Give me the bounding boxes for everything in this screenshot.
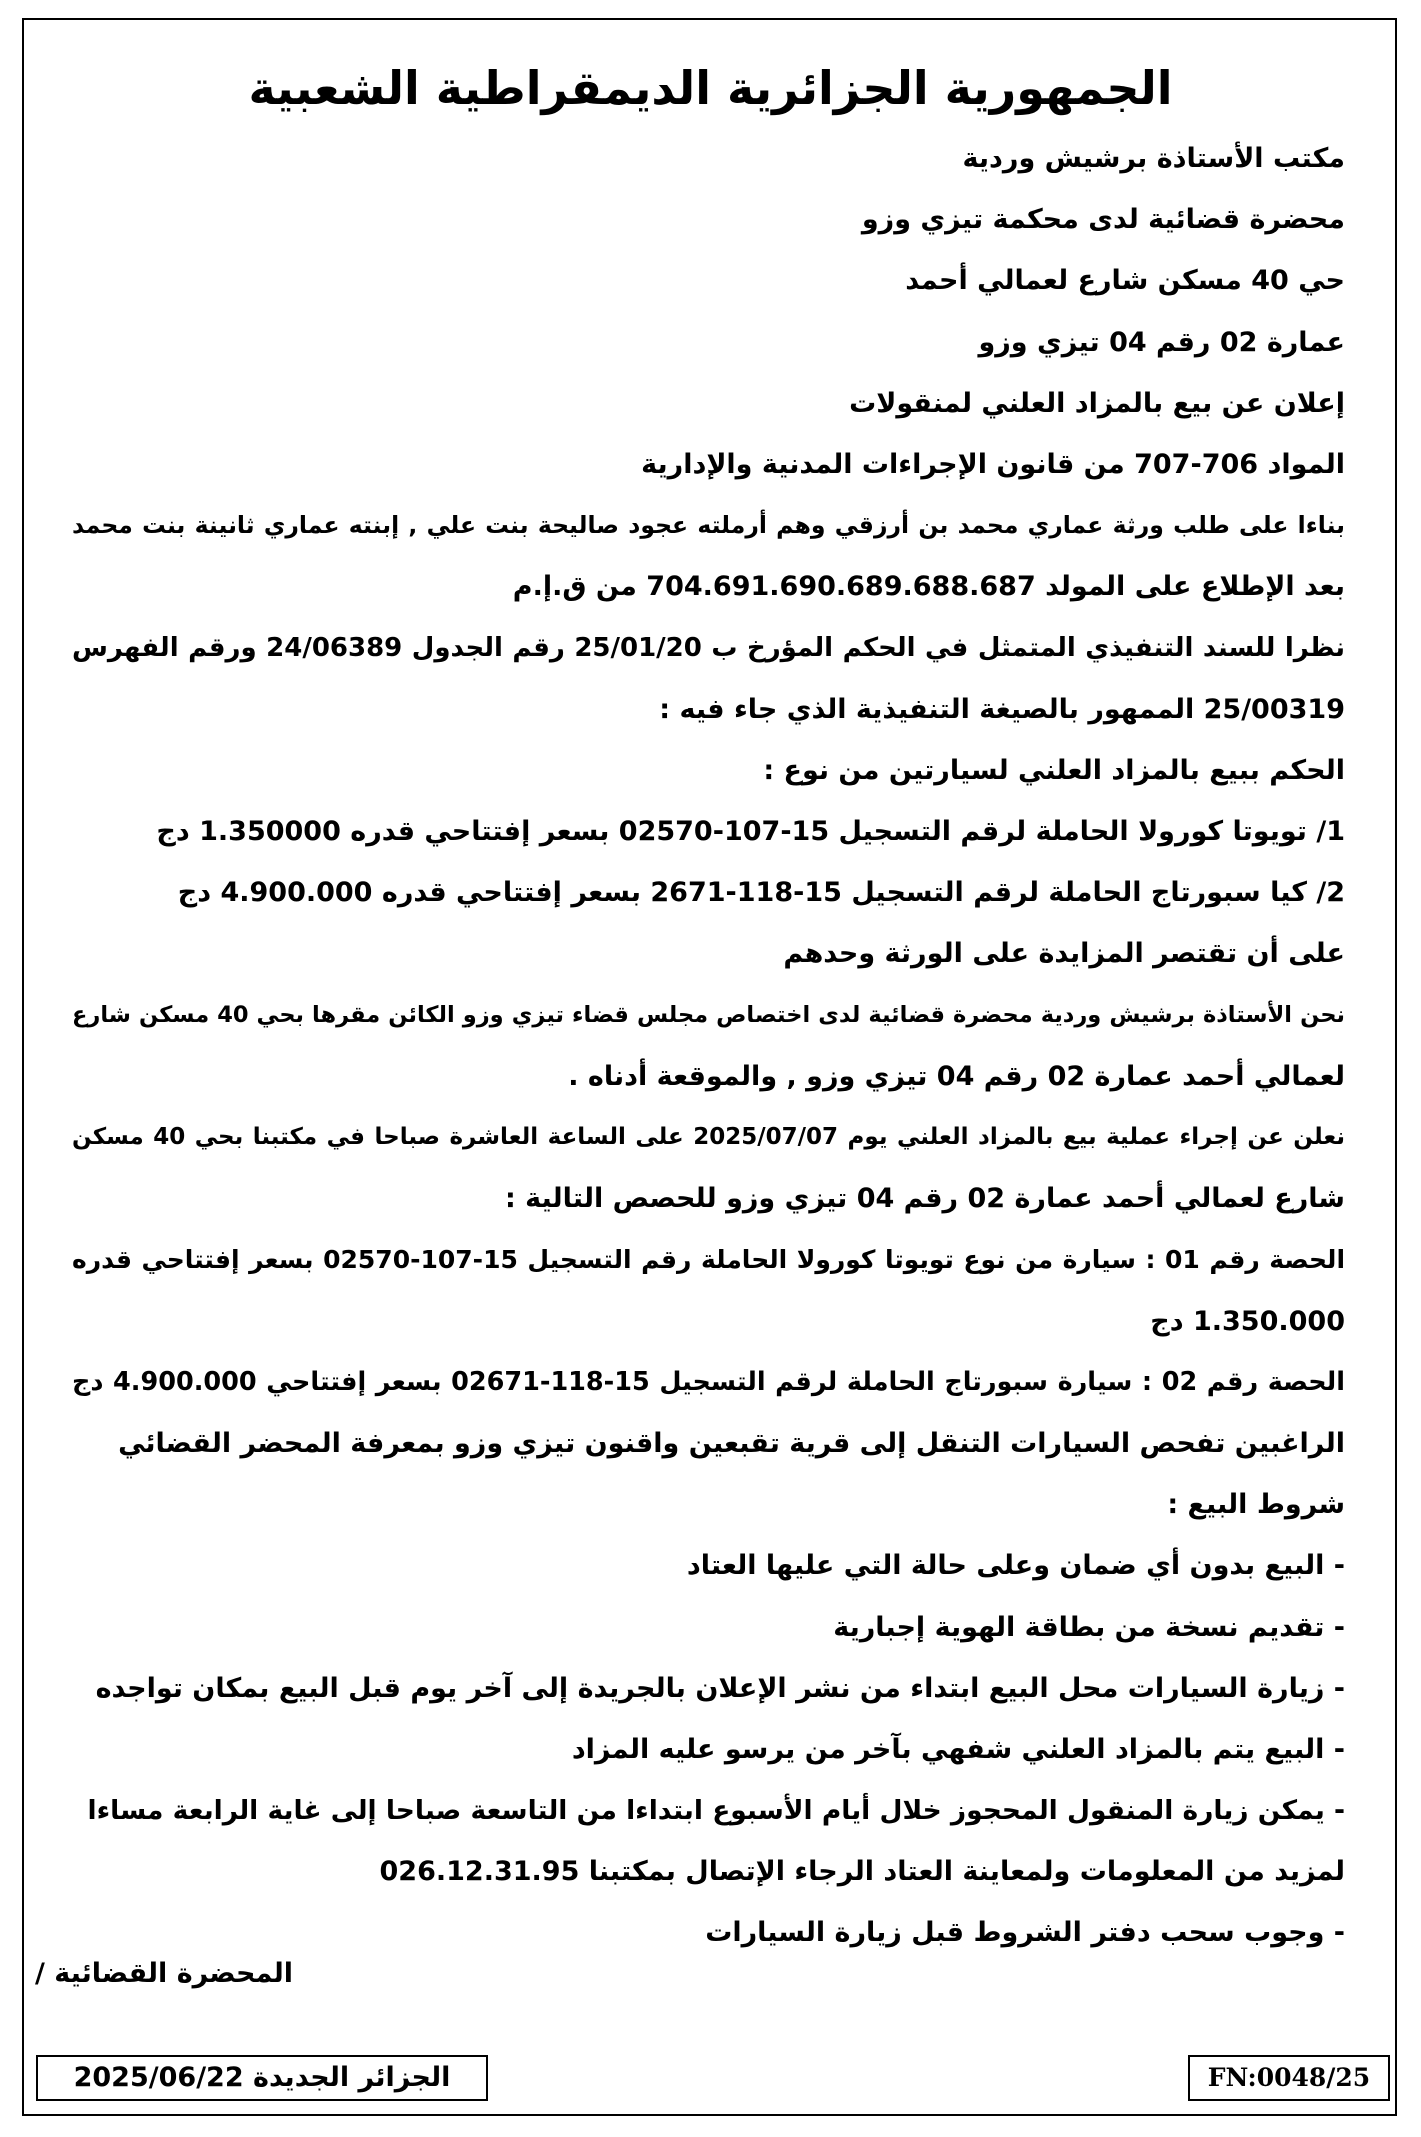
announcement-body [72, 128, 1345, 1964]
vehicle-item-1: 1/ تويوتا كورولا الحاملة لرقم التسجيل 15-107-02570 بسعر إفتتاحي قدره 1.350000 دج [156, 816, 1345, 848]
lot-1-line-1: الحصة رقم 01 : سيارة من نوع تويوتا كورولا الحاملة رقم التسجيل 15-107-02570 بسعر إفتتاحي قدره [72, 1245, 1346, 1275]
vehicle-item-2: 2/ كيا سبورتاج الحاملة لرقم التسجيل 15-118-2671 بسعر إفتتاحي قدره 4.900.000 دج [177, 877, 1345, 909]
file-number-box: FN:0048/25 [1188, 2055, 1390, 2101]
condition-item-4: - البيع يتم بالمزاد العلني شفهي بآخر من يرسو عليه المزاد [571, 1733, 1345, 1765]
address-line-2: عمارة 02 رقم 04 تيزي وزو [978, 326, 1345, 358]
legal-articles-line: المواد 706-707 من قانون الإجراءات المدنية والإدارية [641, 448, 1345, 480]
judgment-line-1: نظرا للسند التنفيذي المتمثل في الحكم المؤرخ ب 25/01/20 رقم الجدول 24/06389 ورقم الفهرس [72, 632, 1345, 663]
bailiff-statement-line-2: لعمالي أحمد عمارة 02 رقم 04 تيزي وزو , والموقعة أدناه . [568, 1060, 1345, 1092]
judgment-line-2: 25/00319 الممهور بالصيغة التنفيذية الذي جاء فيه : [659, 693, 1345, 725]
condition-item-1: - البيع بدون أي ضمان وعلى حالة التي عليها العتاد [686, 1550, 1345, 1582]
signature-label: المحضرة القضائية / [34, 1958, 293, 1989]
condition-item-5: - يمكن زيارة المنقول المحجوز خلال أيام الأسبوع ابتداءا من التاسعة صباحا إلى غاية الرابعة مساءا [87, 1795, 1345, 1827]
sale-date-line-1: نعلن عن إجراء عملية بيع بالمزاد العلني يوم 2025/07/07 على الساعة العاشرة صباحا في مكتبنا بحي 40 مسكن [72, 1124, 1345, 1150]
announcement-heading: إعلان عن بيع بالمزاد العلني لمنقولات [849, 387, 1345, 419]
heirs-only-line: على أن تقتصر المزايدة على الورثة وحدهم [783, 938, 1345, 970]
office-name-line: مكتب الأستاذة برشيش وردية [962, 143, 1345, 174]
conditions-heading: شروط البيع : [1167, 1489, 1345, 1521]
lot-1-line-2: 1.350.000 دج [1150, 1305, 1345, 1337]
page-title: الجمهورية الجزائرية الديمقراطية الشعبية [248, 61, 1173, 115]
condition-item-6: - وجوب سحب دفتر الشروط قبل زيارة السيارات [705, 1917, 1345, 1949]
lot-2-line: الحصة رقم 02 : سيارة سبورتاج الحاملة لرقم التسجيل 15-118-02671 بسعر إفتتاحي 4.900.000 دج [72, 1366, 1345, 1397]
contact-line: لمزيد من المعلومات ولمعاينة العتاد الرجاء الإتصال بمكتبنا 026.12.31.95 [379, 1856, 1345, 1888]
condition-item-2: - تقديم نسخة من بطاقة الهوية إجبارية [833, 1611, 1345, 1643]
bailiff-title-line: محضرة قضائية لدى محكمة تيزي وزو [861, 204, 1345, 236]
bailiff-statement-line-1: نحن الأستاذة برشيش وردية محضرة قضائية لدى اختصاص مجلس قضاء تيزي وزو الكائن مقرها بحي 40 مسكن شارع [72, 1001, 1345, 1028]
condition-item-3: - زيارة السيارات محل البيع ابتداء من نشر الإعلان بالجريدة إلى آخر يوم قبل البيع بمكان تواجده [95, 1672, 1345, 1704]
legal-reference-line: بعد الإطلاع على المولد 704.691.690.689.688.687 من ق.إ.م [512, 571, 1345, 603]
address-line-1: حي 40 مسكن شارع لعمالي أحمد [905, 265, 1345, 297]
judgment-heading: الحكم ببيع بالمزاد العلني لسيارتين من نوع : [763, 754, 1345, 786]
inspection-line: الراغبين تفحص السيارات التنقل إلى قرية تقبعين واقنون تيزي وزو بمعرفة المحضر القضائي [118, 1427, 1345, 1459]
requesters-line: بناءا على طلب ورثة عماري محمد بن أرزقي وهم أرملته عجود صاليحة بنت علي , إبنته عماري ثانينة بنت محمد [72, 511, 1345, 540]
sale-date-line-2: شارع لعمالي أحمد عمارة 02 رقم 04 تيزي وزو للحصص التالية : [504, 1183, 1345, 1215]
newspaper-date-box: الجزائر الجديدة 2025/06/22 [36, 2055, 488, 2101]
